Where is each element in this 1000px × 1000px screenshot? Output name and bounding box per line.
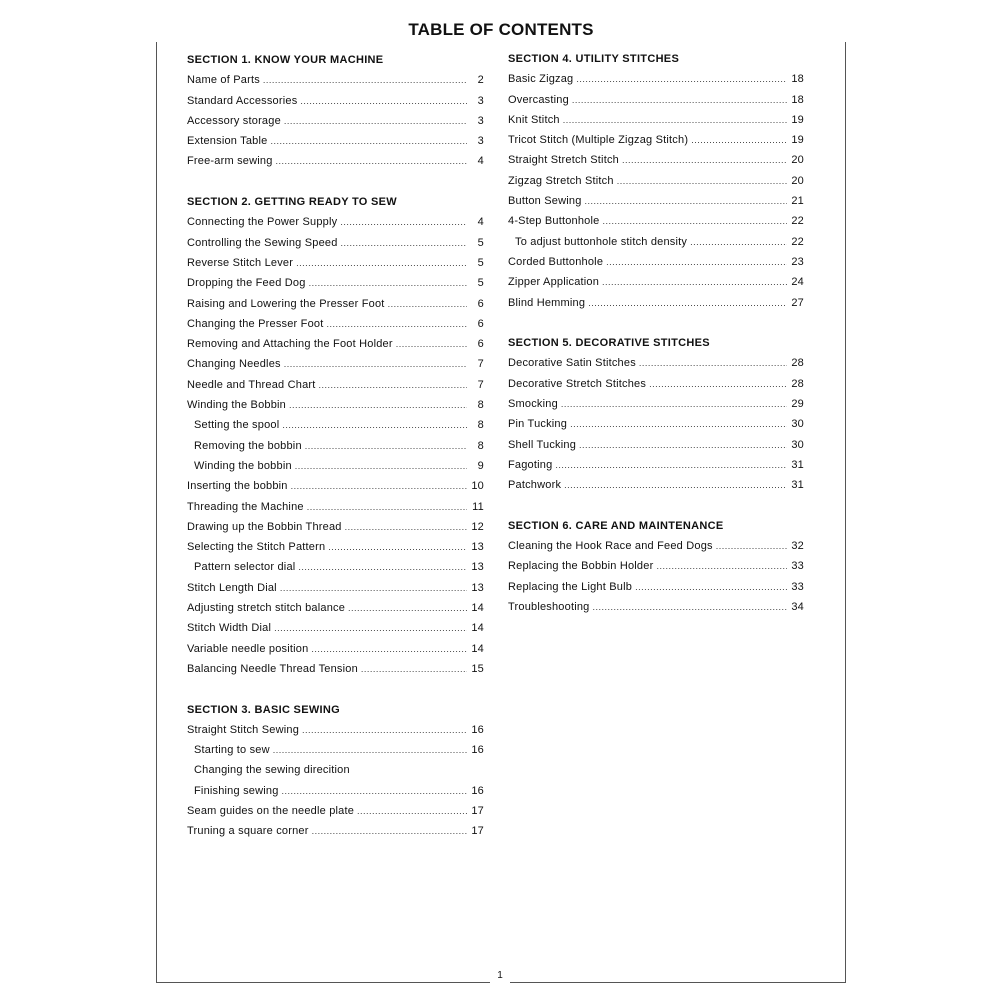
- toc-entry[interactable]: [508, 130, 804, 150]
- toc-entry[interactable]: [508, 577, 804, 597]
- entry-label: Setting the spool: [194, 419, 280, 432]
- entry-label: Zipper Application: [508, 276, 600, 289]
- dot-leader: [592, 597, 787, 617]
- toc-subentry[interactable]: [187, 740, 484, 760]
- toc-section-1: [187, 50, 484, 172]
- entry-page: 9: [477, 459, 484, 472]
- dot-leader: [340, 212, 467, 232]
- entry-page: 28: [791, 357, 804, 370]
- toc-entry[interactable]: [508, 252, 804, 272]
- entry-page: 12: [471, 520, 484, 533]
- toc-entry[interactable]: [187, 659, 484, 679]
- entry-label: Removing and Attaching the Foot Holder: [187, 338, 393, 351]
- dot-leader: [576, 69, 787, 89]
- dot-leader: [295, 456, 467, 476]
- dot-leader: [606, 252, 787, 272]
- entry-page: 8: [477, 419, 484, 432]
- entry-page: 16: [471, 744, 484, 757]
- entry-page: 29: [791, 398, 804, 411]
- entry-label: Name of Parts: [187, 74, 260, 87]
- toc-subentry[interactable]: [187, 557, 484, 577]
- page-title: [156, 18, 846, 42]
- entry-page: 13: [471, 581, 484, 594]
- entry-page: 5: [477, 256, 484, 269]
- dot-leader: [326, 314, 467, 334]
- toc-entry[interactable]: [187, 476, 484, 496]
- entry-page: 3: [477, 114, 484, 127]
- entry-page: 20: [791, 154, 804, 167]
- entry-page: 31: [791, 479, 804, 492]
- entry-page: 4: [477, 155, 484, 168]
- toc-entry[interactable]: [508, 191, 804, 211]
- dot-leader: [396, 334, 467, 354]
- entry-label: Tricot Stitch (Multiple Zigzag Stitch): [508, 134, 689, 147]
- entry-label: Zigzag Stretch Stitch: [508, 174, 614, 187]
- entry-page: 33: [791, 560, 804, 573]
- toc-section-6: [508, 516, 804, 617]
- toc-entry[interactable]: [508, 150, 804, 170]
- toc-entry[interactable]: [187, 598, 484, 618]
- toc-entry[interactable]: [187, 720, 484, 740]
- toc-entry[interactable]: [187, 801, 484, 821]
- entry-label: Straight Stretch Stitch: [508, 154, 619, 167]
- page-number: 1: [490, 969, 510, 983]
- dot-leader: [649, 374, 787, 394]
- toc-entry[interactable]: [508, 414, 804, 434]
- entry-page: 14: [471, 642, 484, 655]
- entry-label: Replacing the Light Bulb: [508, 580, 633, 593]
- entry-page: 23: [791, 255, 804, 268]
- toc-entry[interactable]: [508, 110, 804, 130]
- toc-entry[interactable]: [187, 314, 484, 334]
- entry-label: Needle and Thread Chart: [187, 378, 316, 391]
- dot-leader: [563, 110, 787, 130]
- entry-page: 30: [791, 438, 804, 451]
- section-heading: SECTION 5. DECORATIVE STITCHES: [508, 337, 710, 350]
- toc-entry[interactable]: [508, 455, 804, 475]
- entry-page: 6: [477, 297, 484, 310]
- dot-leader: [273, 740, 467, 760]
- dot-leader: [282, 415, 467, 435]
- entry-label: Free-arm sewing: [187, 155, 273, 168]
- entry-page: 8: [477, 399, 484, 412]
- entry-label: Accessory storage: [187, 114, 281, 127]
- toc-entry[interactable]: [187, 151, 484, 171]
- dot-leader: [570, 414, 787, 434]
- section-heading: SECTION 4. UTILITY STITCHES: [508, 53, 680, 65]
- entry-label: Stitch Length Dial: [187, 581, 277, 594]
- toc-entry[interactable]: [187, 91, 484, 111]
- dot-leader: [289, 395, 467, 415]
- entry-page: 28: [791, 377, 804, 390]
- dot-leader: [585, 191, 787, 211]
- toc-section-2: [187, 192, 484, 679]
- entry-page: 32: [791, 540, 804, 553]
- dot-leader: [555, 455, 787, 475]
- entry-label: Drawing up the Bobbin Thread: [187, 520, 342, 533]
- toc-entry[interactable]: [187, 273, 484, 293]
- entry-label: Patchwork: [508, 479, 562, 492]
- toc-subentry[interactable]: [508, 232, 804, 252]
- dot-leader: [602, 272, 787, 292]
- entry-label: Balancing Needle Thread Tension: [187, 662, 358, 675]
- dot-leader: [564, 475, 787, 495]
- dot-leader: [328, 537, 467, 557]
- dot-leader: [296, 253, 467, 273]
- toc-section-4: [508, 49, 804, 313]
- dot-leader: [311, 639, 467, 659]
- dot-leader: [282, 781, 467, 801]
- section-spacer: [187, 172, 484, 192]
- toc-entry[interactable]: [508, 556, 804, 576]
- entry-page: 20: [791, 174, 804, 187]
- dot-leader: [357, 801, 467, 821]
- entry-label: Knit Stitch: [508, 113, 560, 126]
- toc-subentry[interactable]: [187, 415, 484, 435]
- section-heading: SECTION 1. KNOW YOUR MACHINE: [187, 54, 384, 66]
- entry-page: 5: [477, 236, 484, 249]
- dot-leader: [691, 130, 787, 150]
- entry-label: Button Sewing: [508, 195, 582, 208]
- entry-label: Starting to sew: [194, 744, 270, 757]
- entry-page: 7: [477, 358, 484, 371]
- entry-page: 33: [791, 580, 804, 593]
- dot-leader: [280, 578, 467, 598]
- toc-entry[interactable]: [508, 394, 804, 414]
- toc-entry[interactable]: [508, 536, 804, 556]
- dot-leader: [305, 436, 467, 456]
- dot-leader: [270, 131, 467, 151]
- entry-label: Cleaning the Hook Race and Feed Dogs: [508, 540, 713, 553]
- entry-label: Troubleshooting: [508, 601, 590, 614]
- toc-subentry[interactable]: [187, 760, 484, 780]
- entry-page: 6: [477, 317, 484, 330]
- dot-leader: [602, 211, 787, 231]
- entry-page: 19: [791, 113, 804, 126]
- entry-page: 30: [791, 418, 804, 431]
- page-title-text: TABLE OF CONTENTS: [400, 20, 601, 39]
- entry-page: 14: [471, 622, 484, 635]
- entry-label: Straight Stitch Sewing: [187, 723, 300, 736]
- section-heading: SECTION 2. GETTING READY TO SEW: [187, 196, 397, 209]
- entry-label: Winding the bobbin: [194, 459, 292, 472]
- entry-page: 3: [477, 135, 484, 148]
- dot-leader: [716, 536, 787, 556]
- entry-page: 19: [791, 134, 804, 147]
- toc-subentry[interactable]: [187, 456, 484, 476]
- dot-leader: [690, 232, 787, 252]
- entry-page: 11: [472, 500, 484, 513]
- toc-entry[interactable]: [187, 517, 484, 537]
- toc-entry[interactable]: [187, 375, 484, 395]
- toc-entry[interactable]: [187, 354, 484, 374]
- entry-page: 10: [471, 480, 484, 493]
- dot-leader: [274, 618, 467, 638]
- entry-page: 14: [471, 602, 484, 615]
- dot-leader: [291, 476, 467, 496]
- dot-leader: [579, 435, 787, 455]
- entry-label: Shell Tucking: [508, 438, 577, 451]
- toc-section-5: [508, 333, 804, 495]
- entry-page: 31: [791, 458, 804, 471]
- dot-leader: [588, 293, 787, 313]
- dot-leader: [639, 353, 787, 373]
- dot-leader: [309, 273, 467, 293]
- dot-leader: [572, 90, 787, 110]
- toc-entry[interactable]: [508, 374, 804, 394]
- entry-label: Finishing sewing: [194, 784, 279, 797]
- entry-label: Replacing the Bobbin Holder: [508, 560, 654, 573]
- entry-label: Truning a square corner: [187, 825, 309, 838]
- entry-label: To adjust buttonhole stitch density: [515, 235, 688, 248]
- entry-label: Smocking: [508, 398, 558, 411]
- entry-label: Overcasting: [508, 93, 569, 106]
- entry-page: 18: [791, 73, 804, 86]
- entry-label: Adjusting stretch stitch balance: [187, 602, 346, 615]
- entry-page: 15: [471, 662, 484, 675]
- entry-page: 4: [477, 216, 484, 229]
- toc-entry[interactable]: [508, 353, 804, 373]
- entry-label: Raising and Lowering the Presser Foot: [187, 297, 385, 310]
- dot-leader: [388, 294, 467, 314]
- toc-right-column: [508, 49, 804, 617]
- entry-label: Pin Tucking: [508, 418, 568, 431]
- entry-label: Variable needle position: [187, 642, 309, 655]
- toc-subentry[interactable]: [187, 436, 484, 456]
- toc-entry[interactable]: [187, 618, 484, 638]
- toc-section-3: [187, 700, 484, 842]
- entry-page: 18: [791, 93, 804, 106]
- entry-label: Changing the sewing direcition: [194, 764, 350, 777]
- toc-entry[interactable]: [508, 211, 804, 231]
- entry-label: Standard Accessories: [187, 94, 298, 107]
- section-spacer: [508, 313, 804, 333]
- entry-page: 17: [471, 825, 484, 838]
- entry-label: Threading the Machine: [187, 500, 304, 513]
- toc-entry[interactable]: [187, 233, 484, 253]
- entry-page: 16: [471, 723, 484, 736]
- toc-entry[interactable]: [187, 253, 484, 273]
- dot-leader: [348, 598, 467, 618]
- entry-label: Pattern selector dial: [194, 561, 296, 574]
- toc-entry[interactable]: [187, 131, 484, 151]
- section-spacer: [187, 679, 484, 699]
- entry-label: 4-Step Buttonhole: [508, 215, 600, 228]
- entry-page: 8: [477, 439, 484, 452]
- dot-leader: [561, 394, 787, 414]
- entry-label: Changing Needles: [187, 358, 281, 371]
- entry-label: Controlling the Sewing Speed: [187, 236, 338, 249]
- toc-entry[interactable]: [187, 578, 484, 598]
- toc-entry[interactable]: [508, 475, 804, 495]
- toc-left-column: [187, 50, 484, 842]
- section-spacer: [508, 496, 804, 516]
- toc-entry[interactable]: [187, 639, 484, 659]
- toc-entry[interactable]: [508, 171, 804, 191]
- toc-entry[interactable]: [508, 293, 804, 313]
- dot-leader: [276, 151, 467, 171]
- entry-page: 13: [471, 561, 484, 574]
- dot-leader: [284, 354, 467, 374]
- entry-page: 13: [471, 541, 484, 554]
- entry-page: 22: [791, 235, 804, 248]
- toc-subentry[interactable]: [187, 781, 484, 801]
- toc-entry[interactable]: [187, 111, 484, 131]
- entry-label: Connecting the Power Supply: [187, 216, 338, 229]
- entry-label: Changing the Presser Foot: [187, 317, 324, 330]
- dot-leader: [284, 111, 467, 131]
- toc-entry[interactable]: [187, 537, 484, 557]
- toc-entry[interactable]: [187, 334, 484, 354]
- entry-label: Inserting the bobbin: [187, 480, 288, 493]
- entry-page: 7: [477, 378, 484, 391]
- dot-leader: [341, 233, 467, 253]
- dot-leader: [302, 720, 467, 740]
- entry-page: 17: [471, 804, 484, 817]
- entry-page: 34: [791, 601, 804, 614]
- dot-leader: [298, 557, 467, 577]
- entry-label: Decorative Stretch Stitches: [508, 377, 647, 390]
- toc-entry[interactable]: [187, 212, 484, 232]
- dot-leader: [635, 577, 787, 597]
- dot-leader: [656, 556, 787, 576]
- entry-page: 6: [477, 338, 484, 351]
- toc-entry[interactable]: [187, 70, 484, 90]
- section-heading: SECTION 3. BASIC SEWING: [187, 703, 340, 716]
- dot-leader: [319, 375, 467, 395]
- entry-page: 21: [791, 195, 804, 208]
- dot-leader: [622, 150, 787, 170]
- dot-leader: [361, 659, 467, 679]
- toc-entry[interactable]: [187, 821, 484, 841]
- entry-label: Removing the bobbin: [194, 439, 302, 452]
- entry-label: Seam guides on the needle plate: [187, 804, 355, 817]
- dot-leader: [300, 91, 467, 111]
- toc-entry[interactable]: [187, 497, 484, 517]
- entry-label: Stitch Width Dial: [187, 622, 272, 635]
- entry-page: 24: [791, 276, 804, 289]
- toc-entry[interactable]: [508, 90, 804, 110]
- toc-entry[interactable]: [508, 435, 804, 455]
- entry-page: 16: [471, 784, 484, 797]
- entry-label: Dropping the Feed Dog: [187, 277, 306, 290]
- entry-page: 3: [477, 94, 484, 107]
- dot-leader: [312, 821, 467, 841]
- entry-label: Reverse Stitch Lever: [187, 256, 294, 269]
- entry-label: Extension Table: [187, 135, 268, 148]
- toc-entry[interactable]: [508, 272, 804, 292]
- entry-page: 5: [477, 277, 484, 290]
- entry-page: 27: [791, 296, 804, 309]
- dot-leader: [617, 171, 787, 191]
- entry-label: Basic Zigzag: [508, 73, 574, 86]
- toc-entry[interactable]: [187, 395, 484, 415]
- dot-leader: [345, 517, 467, 537]
- entry-page: 22: [791, 215, 804, 228]
- entry-label: Winding the Bobbin: [187, 399, 286, 412]
- entry-label: Selecting the Stitch Pattern: [187, 541, 326, 554]
- toc-entry[interactable]: [508, 69, 804, 89]
- section-heading: SECTION 6. CARE AND MAINTENANCE: [508, 519, 724, 532]
- entry-label: Decorative Satin Stitches: [508, 357, 636, 370]
- entry-page: 2: [477, 74, 484, 87]
- dot-leader: [307, 497, 467, 517]
- toc-entry[interactable]: [187, 294, 484, 314]
- toc-entry[interactable]: [508, 597, 804, 617]
- entry-label: Fagoting: [508, 458, 553, 471]
- entry-label: Blind Hemming: [508, 296, 586, 309]
- dot-leader: [263, 70, 467, 90]
- entry-label: Corded Buttonhole: [508, 255, 604, 268]
